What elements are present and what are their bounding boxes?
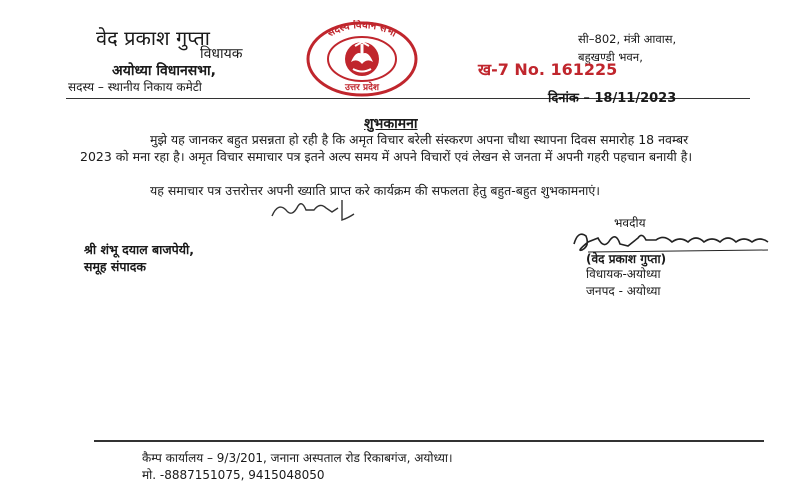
- initials-signature-icon: [268, 196, 358, 224]
- reference-digits: 161225: [550, 60, 618, 79]
- seal-text-top: सदस्य विधान सभा: [325, 20, 399, 40]
- camp-office-address: कैम्प कार्यालय – 9/3/201, जनाना अस्पताल रोड रिकाबगंज, अयोध्या।: [142, 451, 453, 465]
- address-line-2: बहुखण्डी भवन,: [578, 50, 643, 64]
- signatory-district: जनपद - अयोध्या: [586, 284, 661, 298]
- letter-paragraph-1: मुझे यह जानकर बहुत प्रसन्नता हो रही है कि अमृत विचार बरेली संस्करण अपना चौथा स्थापना दिवस समारोह 18 नवम्बर 2023 को मना रहा है। अमृत विचार समाचार पत्र इतने अल्प समय में अपने विचारों एवं लेखन से जनता में अपनी गहरी पहचान बनायी है।: [80, 132, 693, 164]
- reference-number: [478, 58, 617, 80]
- contact-phone: मो. -8887151075, 9415048050: [142, 468, 325, 482]
- recipient-title: समूह संपादक: [84, 259, 146, 274]
- closing-word: भवदीय: [614, 216, 646, 230]
- mla-name: वेद प्रकाश गुप्ता: [96, 26, 210, 50]
- signatory-name: (वेद प्रकाश गुप्ता): [586, 252, 667, 266]
- letter-heading: शुभकामना: [364, 116, 418, 132]
- committee-membership: सदस्य – स्थानीय निकाय कमेटी: [68, 80, 202, 94]
- assembly-seal-icon: [305, 20, 419, 98]
- seal-text-bottom: उत्तर प्रदेश: [345, 83, 379, 93]
- footer-divider: [94, 440, 764, 442]
- signatory-designation: विधायक-अयोध्या: [586, 267, 661, 281]
- address-line-1: सी–802, मंत्री आवास,: [578, 32, 677, 46]
- letter-paragraph-2: यह समाचार पत्र उत्तरोत्तर अपनी ख्याति प्राप्त करे कार्यक्रम की सफलता हेतु बहुत-बहुत शुभकामनाएं।: [150, 183, 601, 198]
- constituency: अयोध्या विधानसभा,: [112, 63, 216, 79]
- letter-date: दिनांक – 18/11/2023: [548, 91, 677, 106]
- recipient-name: श्री शंभू दयाल बाजपेयी,: [84, 242, 195, 257]
- mla-designation: विधायक: [200, 46, 243, 62]
- reference-prefix: ख-7 No.: [478, 60, 545, 79]
